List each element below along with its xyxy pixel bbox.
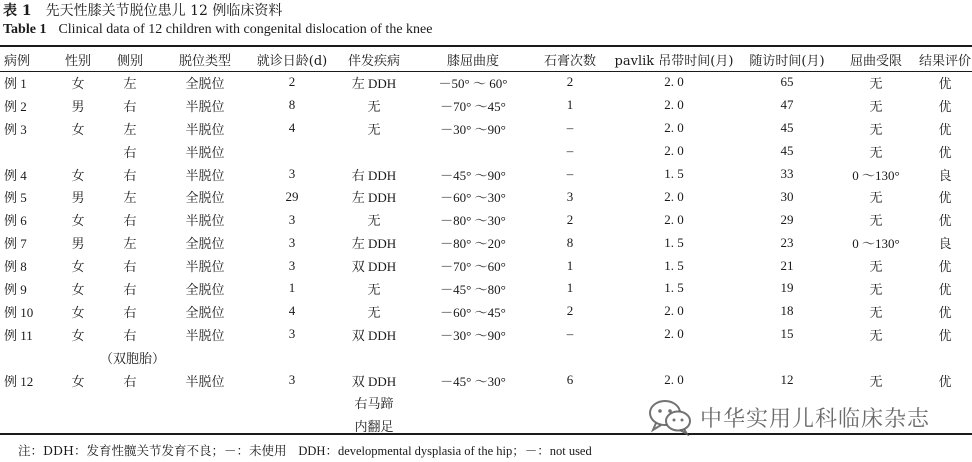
table-cell: 女: [71, 304, 85, 320]
column-header: 就诊日龄(d): [256, 53, 328, 69]
table-cell: 1: [566, 257, 574, 273]
column-header: 侧别: [116, 53, 143, 69]
journal-watermark: [646, 398, 930, 436]
table-cell: 29: [285, 188, 299, 204]
table-row: [0, 323, 972, 346]
footnote-cn: 注：DDH：发育性髋关节发育不良；－：未使用: [18, 443, 287, 458]
table-cell: 右: [123, 259, 137, 275]
table-cell: 例 2: [4, 98, 27, 114]
table-cell: 女: [71, 327, 85, 343]
table-cell: 2. 0: [664, 120, 684, 136]
table-cell: 优: [938, 373, 952, 389]
table-cell: [608, 346, 740, 369]
table-cell: –: [566, 120, 574, 136]
table-cell: 右: [123, 213, 137, 229]
table-cell: 双 DDH: [351, 259, 397, 275]
table-cell: （双胞胎）: [100, 350, 166, 366]
column-header: 石膏次数: [543, 53, 596, 69]
table-cell: －45° ～80°: [440, 281, 506, 297]
table-cell: 无: [869, 75, 883, 91]
table-cell: 全脱位: [185, 190, 225, 206]
table-cell: 左: [123, 236, 137, 252]
table-cell: [532, 346, 608, 369]
table-cell: 无: [367, 281, 381, 297]
table-cell: －60° ～45°: [440, 304, 506, 320]
column-header: 病例: [4, 53, 31, 69]
table-cell: 例 12: [4, 373, 34, 389]
table-cell: －30° ～90°: [440, 121, 506, 137]
table-cell: 无: [869, 327, 883, 343]
table-cell: [100, 391, 160, 414]
table-cell: －30° ～90°: [440, 327, 506, 343]
table-row: [0, 346, 972, 369]
table-cell: 例 11: [4, 327, 33, 343]
table-cell: 无: [869, 259, 883, 275]
table-cell: 无: [367, 213, 381, 229]
table-cell: －50° ～ 60°: [438, 75, 508, 91]
table-cell: 2. 0: [664, 97, 684, 113]
table-row: [0, 277, 972, 300]
table-row: [0, 369, 972, 392]
table-cell: 右: [123, 304, 137, 320]
table-cell: 右 DDH: [351, 167, 397, 183]
table-cell: 左 DDH: [351, 75, 397, 91]
table-cell: [100, 414, 160, 437]
table-cell: 15: [780, 326, 794, 342]
table-cell: 左: [123, 75, 137, 91]
table-cell: 良: [938, 236, 952, 252]
table-cell: [56, 346, 100, 369]
table-row: [0, 71, 972, 94]
table-cell: 全脱位: [185, 236, 225, 252]
table-row: [0, 117, 972, 140]
table-cell: 女: [71, 259, 85, 275]
table-cell: 2. 0: [664, 326, 684, 342]
table-cell: 2: [288, 74, 296, 90]
table-cell: 左 DDH: [351, 236, 397, 252]
table-cell: －80° ～30°: [440, 213, 506, 229]
table-cell: 8: [566, 234, 574, 250]
table-cell: 0 ～130°: [852, 236, 900, 252]
table-cell: 1: [288, 280, 296, 296]
table-cell: –: [566, 143, 574, 159]
table-cell: 女: [71, 373, 85, 389]
table-cell: 1. 5: [664, 234, 684, 250]
table-cell: –: [566, 166, 574, 181]
table-cell: 2: [566, 303, 574, 319]
table-cell: 优: [938, 281, 952, 297]
table-cell: [334, 346, 414, 369]
table-cell: －45° ～90°: [440, 167, 506, 183]
table-cell: 30: [780, 188, 794, 204]
table-title-cn: 先天性膝关节脱位患儿 12 例临床资料: [45, 3, 283, 19]
table-cell: 半脱位: [185, 327, 225, 343]
table-cell: 全脱位: [185, 281, 225, 297]
table-cell: 3: [288, 372, 296, 388]
table-cell: 3: [288, 257, 296, 273]
table-cell: 无: [869, 121, 883, 137]
table-cell: 全脱位: [185, 304, 225, 320]
table-cell: [0, 140, 56, 163]
table-cell: 半脱位: [185, 373, 225, 389]
table-cell: 3: [566, 188, 574, 204]
table-cell: －70° ～60°: [440, 259, 506, 275]
table-cell: 2. 0: [664, 303, 684, 319]
table-cell: 1. 5: [664, 280, 684, 296]
table-cell: 2: [566, 211, 574, 227]
table-cell: 例 10: [4, 304, 34, 320]
table-cell: 优: [938, 259, 952, 275]
table-cell: 无: [367, 304, 381, 320]
table-cell: [0, 346, 56, 369]
table-cell: 45: [780, 143, 794, 159]
table-cell: 例 8: [4, 259, 27, 275]
table-cell: 优: [938, 98, 952, 114]
table-header-row: [0, 47, 972, 71]
table-cell: 右: [123, 167, 137, 183]
table-cell: 65: [780, 74, 794, 90]
table-cell: 双 DDH: [351, 373, 397, 389]
table-cell: [334, 140, 414, 163]
table-row: [0, 94, 972, 117]
table-cell: [250, 140, 334, 163]
table-cell: [0, 414, 56, 437]
clinical-data-table: [0, 47, 972, 437]
table-cell: 8: [288, 97, 296, 113]
table-row: [0, 254, 972, 277]
table-cell: [740, 346, 834, 369]
column-header: 性别: [64, 53, 91, 69]
table-cell: [56, 391, 100, 414]
table-cell: 1. 5: [664, 166, 684, 181]
column-header: 结果评价: [918, 53, 971, 69]
table-cell: 无: [869, 304, 883, 320]
table-cell: 内翻足: [354, 419, 394, 435]
table-cell: 右: [123, 281, 137, 297]
wechat-icon: [646, 398, 694, 436]
table-cell: [532, 391, 608, 414]
column-header: pavlik 吊带时间(月): [614, 53, 734, 69]
table-cell: 右马蹄: [354, 396, 394, 412]
table-cell: 左 DDH: [351, 190, 397, 206]
table-cell: [160, 391, 250, 414]
table-cell: 2. 0: [664, 188, 684, 204]
table-cell: [414, 140, 532, 163]
table-cell: 女: [71, 75, 85, 91]
table-cell: 21: [780, 257, 794, 273]
table-cell: －70° ～45°: [440, 98, 506, 114]
table-cell: 无: [869, 213, 883, 229]
table-footnote: [18, 441, 592, 459]
column-header: 脱位类型: [178, 53, 231, 69]
table-cell: 优: [938, 304, 952, 320]
table-cell: 右: [123, 373, 137, 389]
table-cell: 3: [288, 166, 296, 181]
table-cell: 优: [938, 327, 952, 343]
table-cell: 女: [71, 281, 85, 297]
table-cell: 优: [938, 190, 952, 206]
column-header: 随访时间(月): [749, 53, 825, 69]
table-cell: 4: [288, 303, 296, 319]
table-cell: －80° ～20°: [440, 236, 506, 252]
table-cell: 例 9: [4, 281, 27, 297]
table-cell: [56, 414, 100, 437]
table-cell: 无: [869, 281, 883, 297]
table-cell: [834, 346, 918, 369]
table-cell: 3: [288, 234, 296, 250]
table-cell: [414, 414, 532, 437]
table-cell: 例 1: [4, 75, 27, 91]
table-cell: 2: [566, 74, 574, 90]
table-cell: 23: [780, 234, 794, 250]
table-cell: 18: [780, 303, 794, 319]
table-cell: 双 DDH: [351, 327, 397, 343]
table-row: [0, 140, 972, 163]
table-cell: 半脱位: [185, 144, 225, 160]
table-cell: [918, 346, 972, 369]
table-cell: 3: [288, 211, 296, 227]
table-cell: [414, 391, 532, 414]
table-cell: 左: [123, 190, 137, 206]
table-row: [0, 163, 972, 186]
table-cell: 例 4: [4, 167, 27, 183]
table-row: [0, 231, 972, 254]
table-cell: 右: [123, 144, 137, 160]
table-cell: 3: [288, 326, 296, 342]
table-cell: 0 ～130°: [852, 167, 900, 183]
column-header: 膝屈曲度: [446, 53, 499, 69]
watermark-text: 中华实用儿科临床杂志: [700, 406, 931, 432]
table-cell: 半脱位: [185, 259, 225, 275]
table-cell: 2. 0: [664, 74, 684, 90]
column-header: 伴发疾病: [347, 53, 400, 69]
table-title-en: Clinical data of 12 children with congenital dislocation of the knee: [58, 22, 433, 37]
table-cell: [160, 414, 250, 437]
table-cell: 1. 5: [664, 257, 684, 273]
table-cell: 1: [566, 97, 574, 113]
table-cell: 12: [780, 372, 794, 388]
column-header: 屈曲受限: [849, 53, 902, 69]
table-cell: –: [566, 326, 574, 342]
table-cell: 无: [869, 98, 883, 114]
table-cell: [250, 391, 334, 414]
table-cell: 半脱位: [185, 98, 225, 114]
table-row: [0, 185, 972, 208]
table-cell: 良: [938, 167, 952, 183]
table-cell: －45° ～30°: [440, 373, 506, 389]
table-cell: 无: [367, 121, 381, 137]
table-cell: 无: [869, 144, 883, 160]
table-cell: 6: [566, 372, 574, 388]
table-cell: [0, 391, 56, 414]
table-cell: 半脱位: [185, 167, 225, 183]
table-cell: 无: [869, 190, 883, 206]
table-cell: [250, 414, 334, 437]
table-cell: 优: [938, 75, 952, 91]
table-cell: 右: [123, 98, 137, 114]
table-body: [0, 71, 972, 437]
table-cell: [250, 346, 334, 369]
table-cell: 1: [566, 280, 574, 296]
table-cell: [414, 346, 532, 369]
table-cell: 全脱位: [185, 75, 225, 91]
table-cell: 优: [938, 144, 952, 160]
table-caption-en: [3, 21, 432, 38]
table-cell: 女: [71, 213, 85, 229]
table-cell: －60° ～30°: [440, 190, 506, 206]
table-cell: 男: [71, 98, 85, 114]
table-cell: 半脱位: [185, 213, 225, 229]
table-cell: 19: [780, 280, 794, 296]
footnote-en: DDH：developmental dysplasia of the hip；－：not used: [298, 444, 592, 458]
table-cell: 右: [123, 327, 137, 343]
table-cell: [532, 414, 608, 437]
table-cell: 2. 0: [664, 372, 684, 388]
table-cell: 2. 0: [664, 211, 684, 227]
table-cell: 例 5: [4, 190, 27, 206]
table-cell: 33: [780, 166, 794, 181]
table-cell: 2. 0: [664, 143, 684, 159]
table-cell: 男: [71, 236, 85, 252]
table-cell: [160, 346, 250, 369]
table-cell: 优: [938, 121, 952, 137]
table-cell: 半脱位: [185, 121, 225, 137]
table-cell: [56, 140, 100, 163]
table-cell: 47: [780, 97, 794, 113]
table-cell: 45: [780, 120, 794, 136]
table-row: [0, 300, 972, 323]
table-cell: 29: [780, 211, 794, 227]
table-cell: 男: [71, 190, 85, 206]
table-cell: 女: [71, 121, 85, 137]
table-cell: 优: [938, 213, 952, 229]
table-caption-cn: [3, 0, 282, 20]
table-row: [0, 208, 972, 231]
table-cell: 无: [367, 98, 381, 114]
table-cell: 例 3: [4, 121, 27, 137]
table-cell: 无: [869, 373, 883, 389]
table-label-cn: 表 1: [3, 3, 32, 19]
table-cell: 左: [123, 121, 137, 137]
table-cell: 女: [71, 167, 85, 183]
table-cell: 4: [288, 120, 296, 136]
table-label-en: Table 1: [3, 22, 47, 37]
table-cell: 例 6: [4, 213, 27, 229]
table-cell: 例 7: [4, 236, 27, 252]
